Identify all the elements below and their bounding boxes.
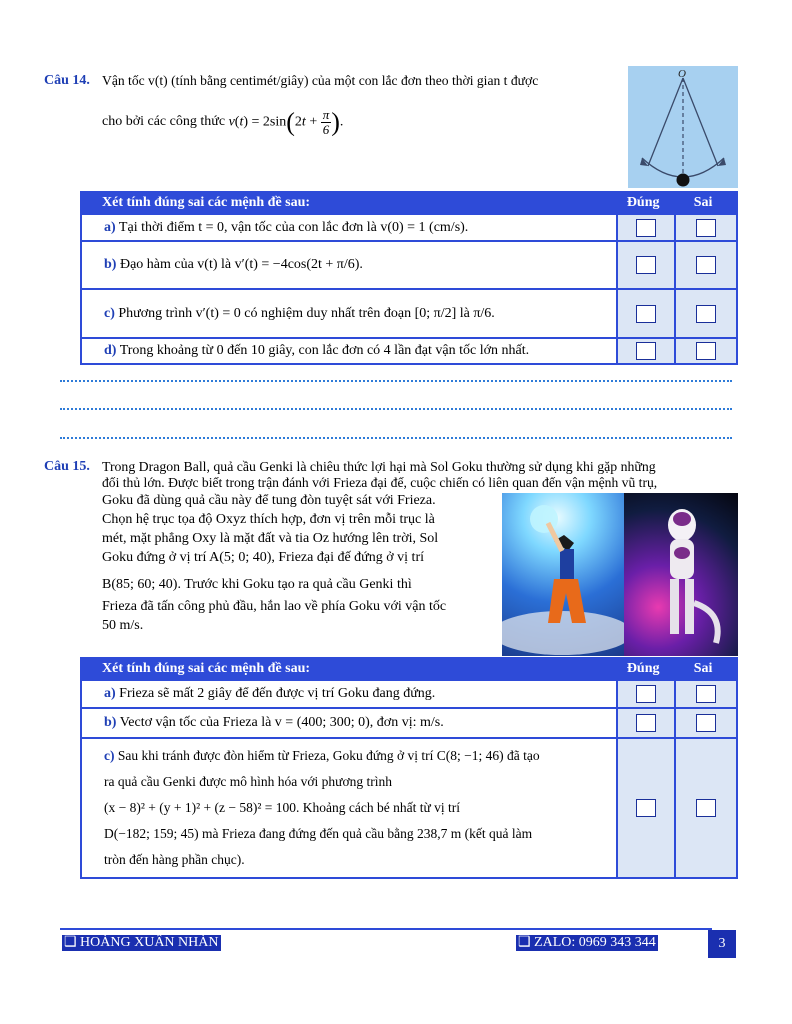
q14b-false-checkbox[interactable]	[696, 256, 716, 274]
footer-zalo: ❑ ZALO: 0969 343 344	[518, 935, 656, 950]
q15-row-c-line: Sau khi tránh được đòn hiểm từ Frieza, Goku đứng ở vị trí C(8; −1; 46) đã tạo	[117, 748, 540, 763]
q14-table	[80, 191, 738, 365]
q14-label: Câu 14.	[44, 73, 90, 88]
q15-line: mét, mặt phẳng Oxy là mặt đất và tia Oz hướng lên trời, Sol	[102, 531, 439, 546]
q14-formula: v(t) = 2sin(2t + $\frac{\pi}{6}$ ).	[228, 106, 344, 137]
q14b-true-checkbox[interactable]	[636, 256, 656, 274]
page-number: 3	[708, 930, 736, 958]
q15-label: Câu 15.	[44, 459, 90, 474]
q14-row-a-text: Tại thời điểm t = 0, vận tốc của con lắc đơn là v(0) = 1 (cm/s).	[118, 219, 469, 235]
q14-row-c-text: Phương trình v′(t) = 0 có nghiệm duy nhất trên đoạn [0; π/2] là π/6.	[118, 305, 495, 321]
pendulum-origin-label: O	[678, 68, 686, 80]
q15-line: Frieza đã tấn công phủ đầu, hắn lao về phía Goku với vận tốc	[102, 599, 447, 614]
q14d-false-checkbox[interactable]	[696, 342, 716, 360]
q15-line: Trong Dragon Ball, quả cầu Genki là chiêu thức lợi hại mà Sol Goku thường sử dụng khi gặp những	[102, 459, 656, 474]
q15-row-a-text: Frieza sẽ mất 2 giây để đến được vị trí Goku đang đứng.	[119, 686, 436, 701]
q15-table	[80, 657, 738, 879]
q15-row-c-line: D(−182; 159; 45) mà Frieza đang đứng đến quả cầu bằng 238,7 m (kết quả làm	[104, 826, 533, 841]
q14-row-d-text: Trong khoảng từ 0 đến 10 giây, con lắc đơn có 4 lần đạt vận tốc lớn nhất.	[119, 343, 530, 358]
q15b-true-checkbox[interactable]	[636, 714, 656, 732]
q14c-false-checkbox[interactable]	[696, 305, 716, 323]
q15c-false-checkbox[interactable]	[696, 799, 716, 817]
q15-line: đối thủ lớn. Được biết trong trận đánh với Frieza đại đế, cuộc chiến có liên quan đến vận mệnh vũ trụ,	[102, 475, 658, 490]
q15-line: 50 m/s.	[102, 618, 144, 633]
q14-line1: Vận tốc v(t) (tính bằng centimét/giây) của một con lắc đơn theo thời gian t được	[102, 73, 539, 88]
table-row: b) Vectơ vận tốc của Frieza là v = (400; 300; 0), đơn vị: m/s.	[81, 708, 737, 738]
goku-figure	[502, 493, 624, 656]
table-row: a) Frieza sẽ mất 2 giây để đến được vị trí Goku đang đứng.	[81, 680, 737, 708]
pendulum-drawing	[628, 66, 738, 188]
table-row: c) Sau khi tránh được đòn hiểm từ Frieza, Goku đứng ở vị trí C(8; −1; 46) đã tạo ra quả cầu Genki được mô hình hóa với phương trình (x − 8)² + (y + 1)² + (z − 58)² = 100. Khoảng cách bé nhất từ vị trí D(−182; 159; 45) mà Frieza đang đứng đến quả cầu bằng 238,7 m (kết quả làm tròn đến hàng phần chục).	[81, 738, 737, 878]
q15-line: Goku đã dùng quả cầu này để tung đòn tuyệt sát với Frieza.	[102, 493, 436, 508]
answer-line-1[interactable]	[60, 380, 732, 382]
q15c-true-checkbox[interactable]	[636, 799, 656, 817]
answer-line-2[interactable]	[60, 408, 732, 410]
table-row: a) Tại thời điểm t = 0, vận tốc của con lắc đơn là v(0) = 1 (cm/s).	[81, 214, 737, 241]
q14a-true-checkbox[interactable]	[636, 219, 656, 237]
frieza-image	[624, 493, 738, 656]
q15-line: Chọn hệ trục tọa độ Oxyz thích hợp, đơn vị trên mỗi trục là	[102, 512, 435, 527]
table-row: b) Đạo hàm của v(t) là v′(t) = −4cos(2t + π/6).	[81, 241, 737, 289]
frieza-figure	[624, 493, 738, 656]
q15-row-c-line: tròn đến hàng phần chục).	[104, 852, 245, 867]
q15-table-header: Xét tính đúng sai các mệnh đề sau: Đúng Sai	[81, 658, 737, 680]
q15b-false-checkbox[interactable]	[696, 714, 716, 732]
answer-line-3[interactable]	[60, 437, 732, 439]
q14-table-header: Xét tính đúng sai các mệnh đề sau: Đúng Sai	[81, 192, 737, 214]
q14a-false-checkbox[interactable]	[696, 219, 716, 237]
q14-line2: cho bởi các công thức v(t) = 2sin(2t + $\frac{\pi}{6}$ ).	[102, 106, 344, 137]
q15-row-b-text: Vectơ vận tốc của Frieza là v = (400; 300; 0), đơn vị: m/s.	[119, 715, 444, 730]
q14c-true-checkbox[interactable]	[636, 305, 656, 323]
q15-line: B(85; 60; 40). Trước khi Goku tạo ra quả cầu Genki thì	[102, 577, 412, 592]
footer-author: ❑ HOÀNG XUÂN NHÀN	[64, 935, 219, 950]
q14-row-b-text: Đạo hàm của v(t) là v′(t) = −4cos(2t + π/6).	[119, 257, 363, 272]
q15a-true-checkbox[interactable]	[636, 685, 656, 703]
goku-image	[502, 493, 624, 656]
q14d-true-checkbox[interactable]	[636, 342, 656, 360]
q15-row-c-line: ra quả cầu Genki được mô hình hóa với phương trình	[104, 774, 392, 789]
pendulum-image	[628, 66, 738, 188]
q15a-false-checkbox[interactable]	[696, 685, 716, 703]
q15-row-c-line: (x − 8)² + (y + 1)² + (z − 58)² = 100. Khoảng cách bé nhất từ vị trí	[104, 800, 461, 815]
q15-line: Goku đứng ở vị trí A(5; 0; 40), Frieza đại đế đứng ở vị trí	[102, 550, 424, 565]
table-row: d) Trong khoảng từ 0 đến 10 giây, con lắc đơn có 4 lần đạt vận tốc lớn nhất.	[81, 338, 737, 364]
footer-divider	[60, 928, 712, 930]
table-row: c) Phương trình v′(t) = 0 có nghiệm duy nhất trên đoạn [0; π/2] là π/6.	[81, 289, 737, 338]
